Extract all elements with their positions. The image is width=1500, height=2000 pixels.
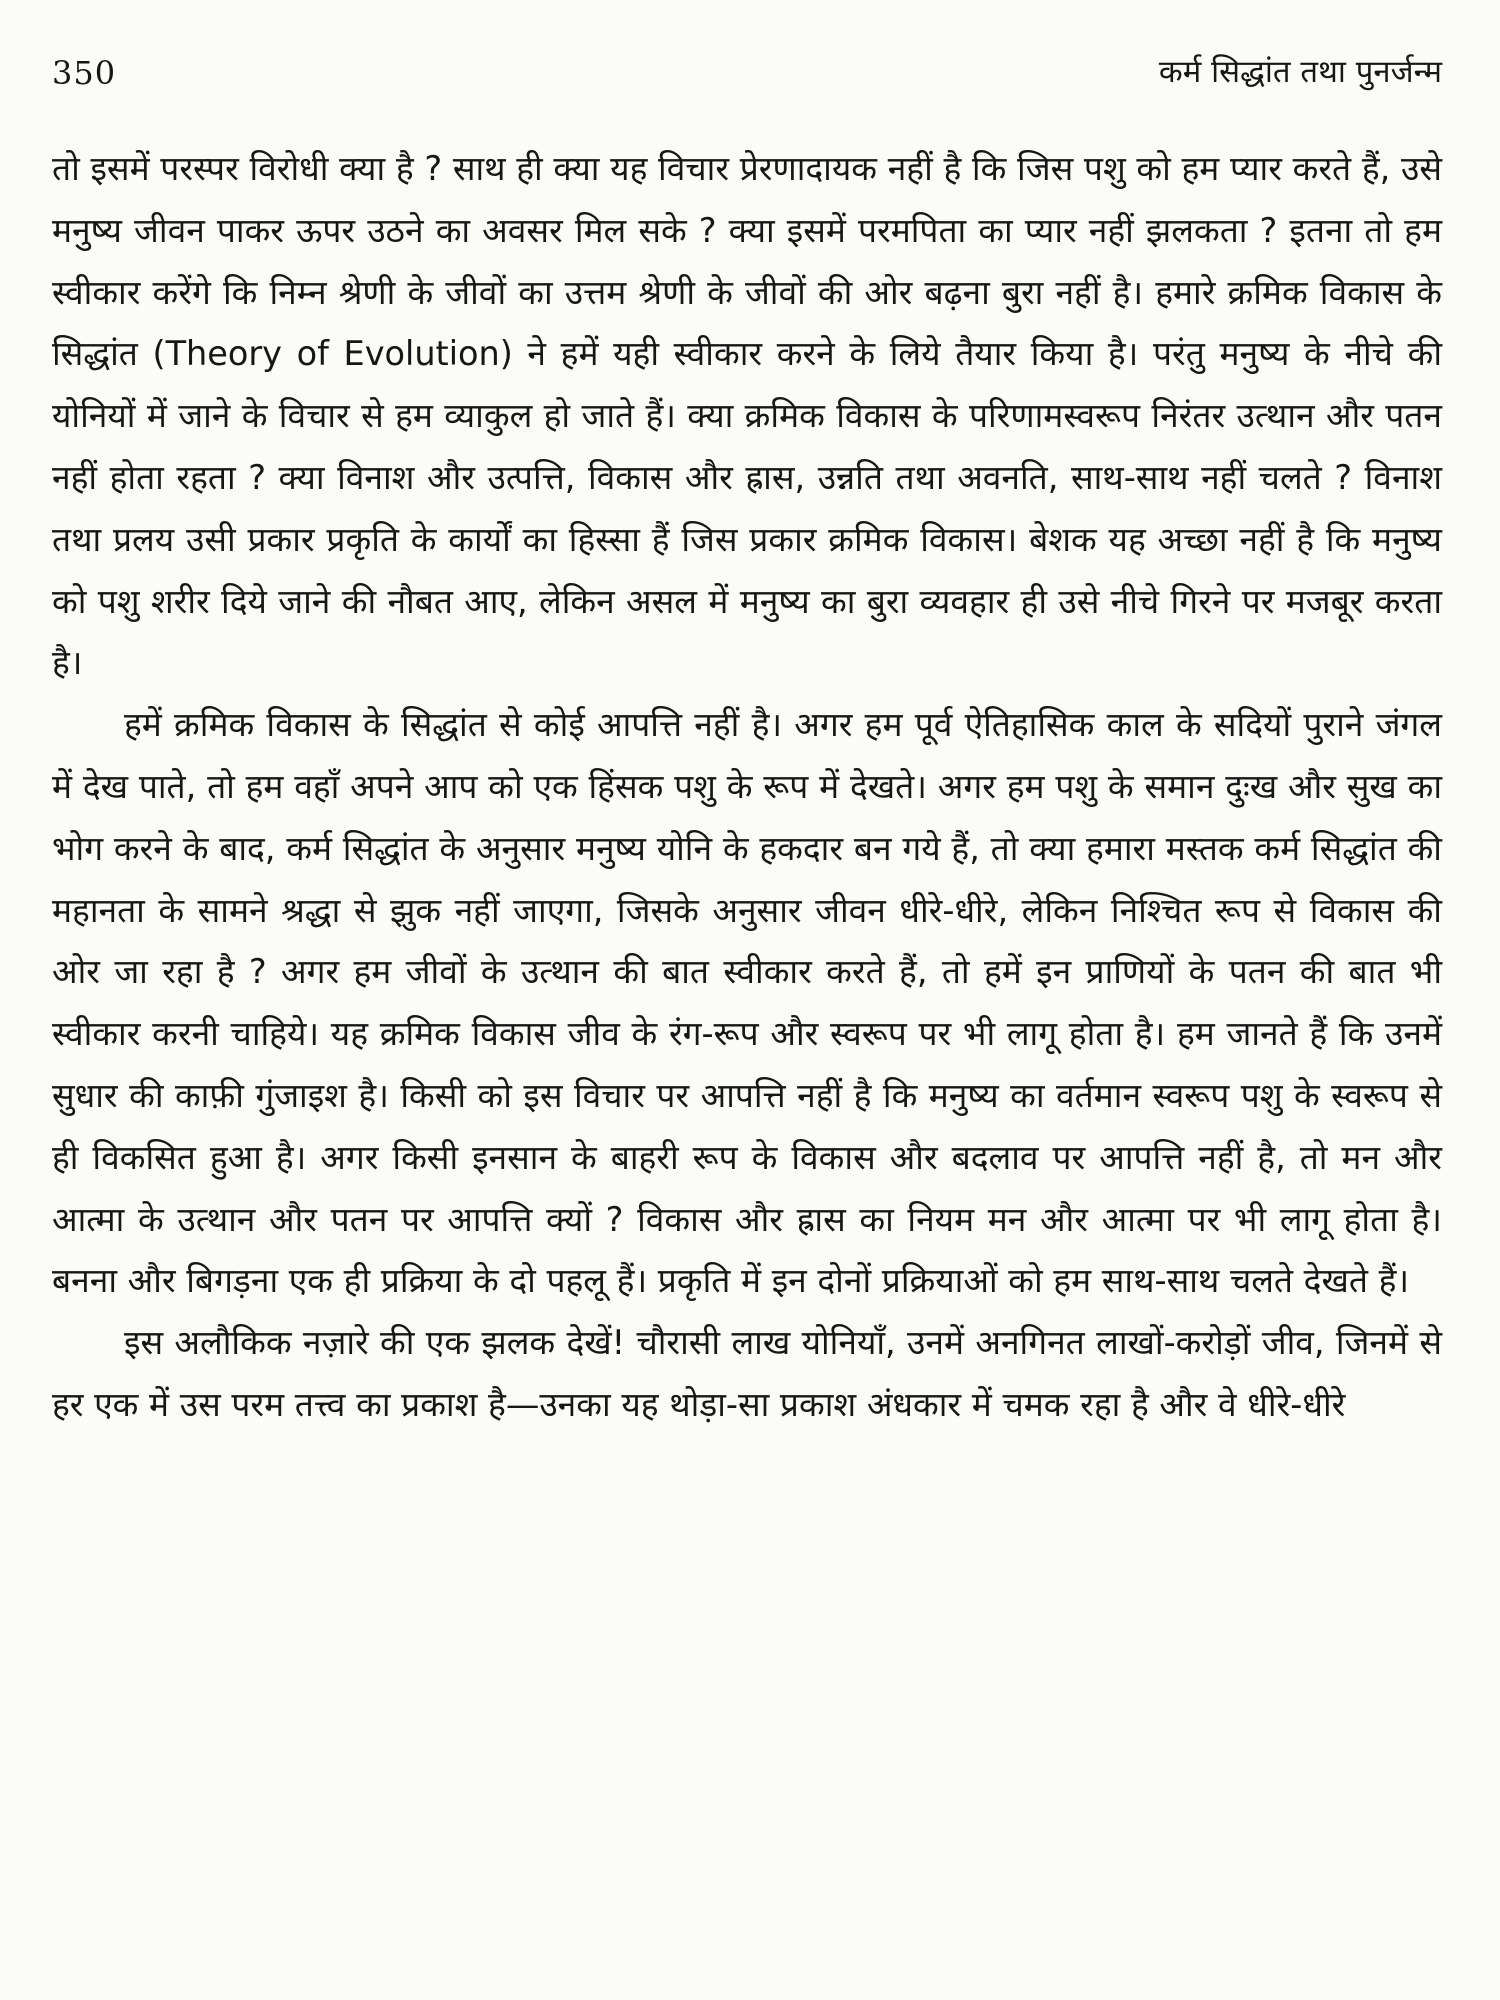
paragraph-2: हमें क्रमिक विकास के सिद्धांत से कोई आपत्ति नहीं है। अगर हम पूर्व ऐतिहासिक काल के सदियों पुराने जंगल में देख पाते, तो हम वहाँ अपने आप को एक हिंसक पशु के रूप में देखते। अगर हम पशु के समान दुःख और सुख का भोग करने के बाद, कर्म सिद्धांत के अनुसार मनुष्य योनि के हकदार बन गये हैं, तो क्या हमारा मस्तक कर्म सिद्धांत की महानता के सामने श्रद्धा से झुक नहीं जाएगा, जिसके अनुसार जीवन धीरे-धीरे, लेकिन निश्चित रूप से विकास की ओर जा रहा है ? अगर हम जीवों के उत्थान की बात स्वीकार करते हैं, तो हमें इन प्राणियों के पतन की बात भी स्वीकार करनी चाहिये। यह क्रमिक विकास जीव के रंग-रूप और स्वरूप पर भी लागू होता है। हम जानते हैं कि उनमें सुधार की काफ़ी गुंजाइश है। किसी को इस विचार पर आपत्ति नहीं है कि मनुष्य का वर्तमान स्वरूप पशु के स्वरूप से ही विकसित हुआ है। अगर किसी इनसान के बाहरी रूप के विकास और बदलाव पर आपत्ति नहीं है, तो मन और आत्मा के उत्थान और पतन पर आपत्ति क्यों ? विकास और ह्रास का नियम मन और आत्मा पर भी लागू होता है। बनना और बिगड़ना एक ही प्रक्रिया के दो पहलू हैं। प्रकृति में इन दोनों प्रक्रियाओं को हम साथ-साथ चलते देखते हैं। (52, 705, 1442, 1301)
paragraph-1: तो इसमें परस्पर विरोधी क्या है ? साथ ही क्या यह विचार प्रेरणादायक नहीं है कि जिस पशु को हम प्यार करते हैं, उसे मनुष्य जीवन पाकर ऊपर उठने का अवसर मिल सके ? क्या इसमें परमपिता का प्यार नहीं झलकता ? इतना तो हम स्वीकार करेंगे कि निम्न श्रेणी के जीवों का उत्तम श्रेणी के जीवों की ओर बढ़ना बुरा नहीं है। हमारे क्रमिक विकास के सिद्धांत (Theory of Evolution) ने हमें यही स्वीकार करने के लिये तैयार किया है। परंतु मनुष्य के नीचे की योनियों में जाने के विचार से हम व्याकुल हो जाते हैं। क्या क्रमिक विकास के परिणामस्वरूप निरंतर उत्थान और पतन नहीं होता रहता ? क्या विनाश और उत्पत्ति, विकास और ह्रास, उन्नति तथा अवनति, साथ-साथ नहीं चलते ? विनाश तथा प्रलय उसी प्रकार प्रकृति के कार्यों का हिस्सा हैं जिस प्रकार क्रमिक विकास। बेशक यह अच्छा नहीं है कि मनुष्य को पशु शरीर दिये जाने की नौबत आए, लेकिन असल में मनुष्य का बुरा व्यवहार ही उसे नीचे गिरने पर मजबूर करता है। (52, 149, 1442, 683)
page-header (52, 50, 1442, 110)
paragraph-3: इस अलौकिक नज़ारे की एक झलक देखें! चौरासी लाख योनियाँ, उनमें अनगिनत लाखों-करोड़ों जीव, जिनमें से हर एक में उस परम तत्त्व का प्रकाश है—उनका यह थोड़ा-सा प्रकाश अंधकार में चमक रहा है और वे धीरे-धीरे (52, 1323, 1442, 1424)
page-number: 350 (52, 54, 117, 92)
running-title: कर्म सिद्धांत तथा पुनर्जन्म (1158, 54, 1442, 90)
book-page (52, 50, 1442, 1950)
body-text (52, 138, 1442, 1436)
